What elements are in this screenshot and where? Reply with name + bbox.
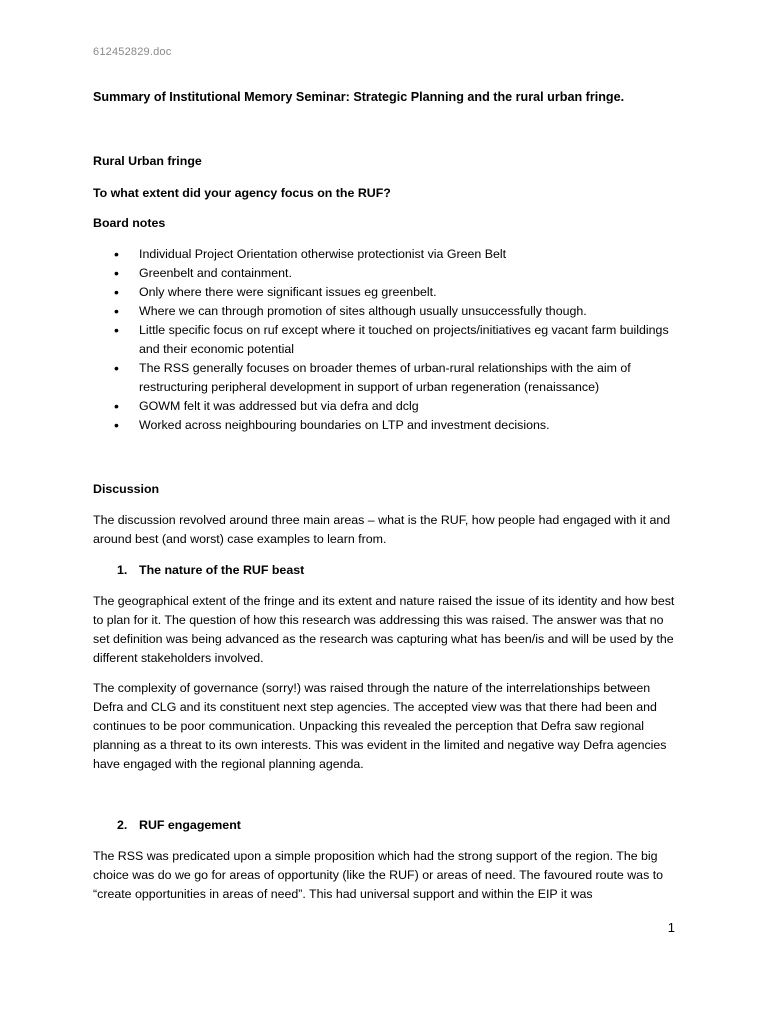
rural-urban-fringe-heading: Rural Urban fringe — [93, 154, 202, 168]
section-2-title: RUF engagement — [139, 818, 241, 832]
page-number: 1 — [667, 920, 675, 935]
section-1-para-1-block — [93, 592, 675, 668]
section-heading — [93, 152, 675, 171]
section-1-paragraph-2: The complexity of governance (sorry!) was raised through the nature of the interrelationships between Defra and CLG and its constituent next step agencies. The accepted view was that there had been and continues to be poor communication. Unpacking this revealed the perception that Defra saw regional planning as a threat to its own interests. This was evident in the limited and negative way Defra agencies have engaged with the regional planning agenda. — [93, 681, 667, 771]
question-block — [93, 184, 675, 203]
section-1-paragraph-1: The geographical extent of the fringe and its extent and nature raised the issue of its identity and how best to plan for it. The question of how this research was addressing this was raised. The answer was that no set definition was being advanced as the research was capturing what has been/is and will be used by the different stakeholders involved. — [93, 594, 675, 665]
section-2-heading-block — [93, 816, 675, 835]
document-title: Summary of Institutional Memory Seminar: Strategic Planning and the rural urban fringe. — [93, 90, 625, 104]
board-notes-list-wrapper — [93, 245, 675, 435]
section-2-para-1-block — [93, 847, 675, 904]
board-notes-heading: Board notes — [93, 216, 166, 230]
discussion-intro-block — [93, 511, 675, 549]
discussion-intro-paragraph: The discussion revolved around three main areas – what is the RUF, how people had engaged with it and around best (and worst) case examples to learn from. — [93, 513, 671, 546]
section-2-heading — [93, 816, 675, 835]
discussion-block — [93, 480, 675, 499]
list-item: • Individual Project Orientation otherwise protectionist via Green Belt — [93, 245, 675, 264]
section-1-heading-block — [93, 561, 675, 580]
section-2-paragraph-1: The RSS was predicated upon a simple proposition which had the strong support of the region. The big choice was do we go for areas of opportunity (like the RUF) or areas of need. The favoured route was to “create opportunities in areas of need”. This had universal support and within the EIP it was — [93, 849, 664, 901]
section-2-number: 2. — [117, 818, 128, 832]
list-item: • Little specific focus on ruf except where it touched on projects/initiatives eg vacant farm buildings and their economic potential — [93, 321, 675, 359]
list-item: • Where we can through promotion of sites although usually unsuccessfully though. — [93, 302, 675, 321]
list-item: • Greenbelt and containment. — [93, 264, 675, 283]
section-1-para-2-block — [93, 679, 675, 774]
list-item: • GOWM felt it was addressed but via defra and dclg — [93, 397, 675, 416]
list-item: • Worked across neighbouring boundaries on LTP and investment decisions. — [93, 416, 675, 435]
board-notes-block — [93, 214, 675, 233]
section-1-heading — [93, 561, 675, 580]
discussion-heading: Discussion — [93, 482, 160, 496]
document-filename: 612452829.doc — [93, 46, 172, 58]
list-item: • Only where there were significant issues eg greenbelt. — [93, 283, 675, 302]
section-1-number: 1. — [117, 563, 128, 577]
board-notes-list — [93, 245, 675, 435]
section-1-title: The nature of the RUF beast — [139, 563, 305, 577]
agency-focus-question: To what extent did your agency focus on the RUF? — [93, 186, 391, 200]
list-item: • The RSS generally focuses on broader themes of urban-rural relationships with the aim of restructuring peripheral development in support of urban regeneration (renaissance) — [93, 359, 675, 397]
